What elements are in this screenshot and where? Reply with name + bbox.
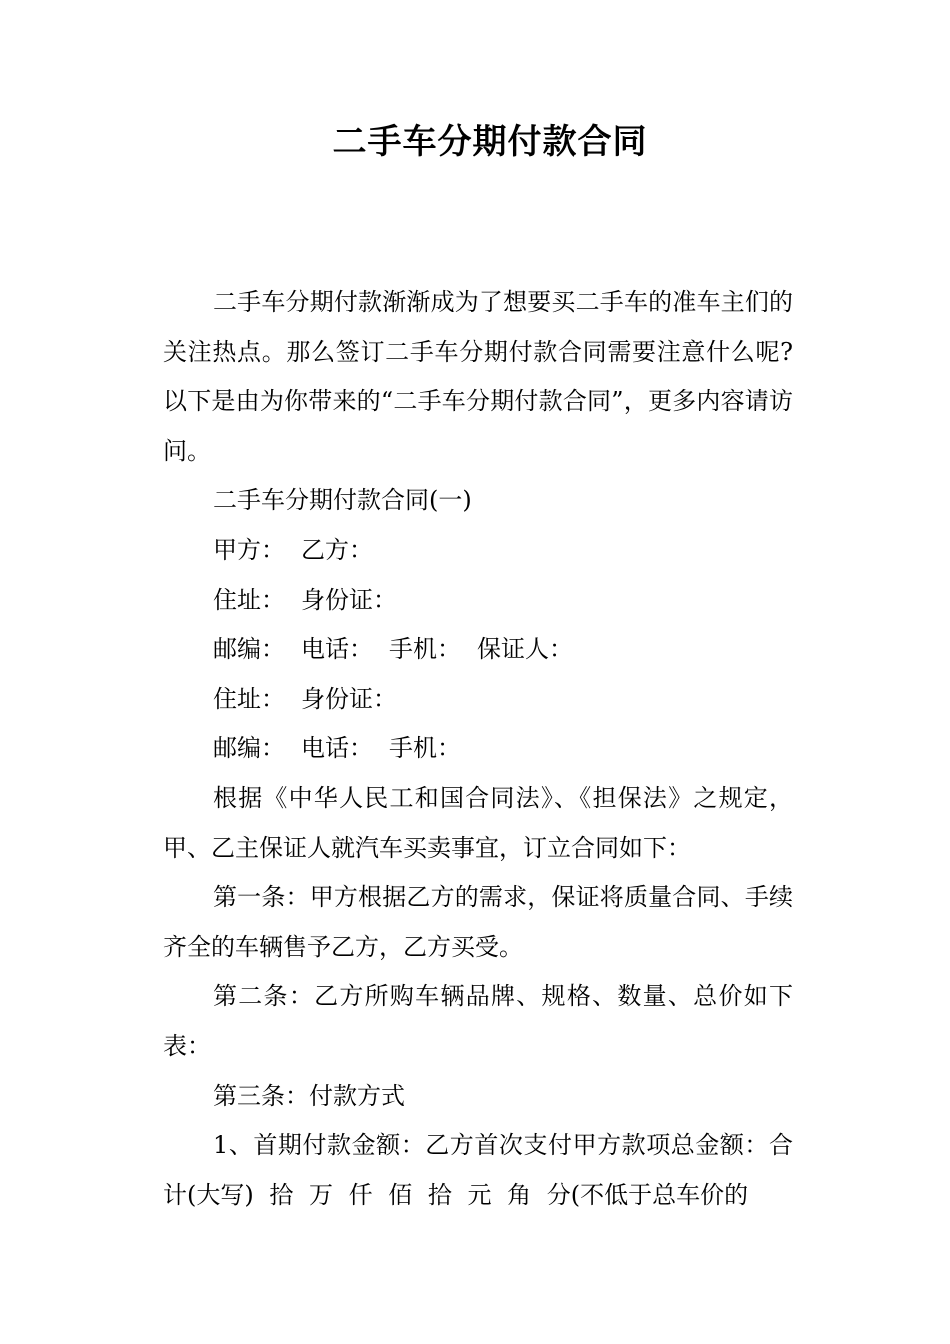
payment-item-1: 1、首期付款金额：乙方首次支付甲方款项总金额：合计(大写) 拾 万 仟 佰 拾 元 角 分(不低于总车价的 — [163, 1131, 793, 1209]
party-row-2 — [163, 576, 793, 626]
address-label: 住址： — [213, 585, 285, 614]
mobile-label: 手机： — [389, 635, 461, 664]
party-row-5 — [163, 724, 793, 774]
guarantor-postcode-label: 邮编： — [213, 734, 285, 763]
guarantor-label: 保证人： — [477, 635, 573, 664]
preamble-paragraph: 根据《中华人民工和国合同法》、《担保法》之规定，甲、乙主保证人就汽车买卖事宜，订立合同如下： — [163, 783, 793, 862]
id-card-label: 身份证： — [301, 585, 397, 614]
party-b-label: 乙方： — [301, 535, 373, 564]
party-row-1 — [163, 526, 793, 576]
document-title: 二手车分期付款合同 — [332, 122, 648, 162]
postcode-label: 邮编： — [213, 635, 285, 664]
contract-heading: 二手车分期付款合同(一) — [213, 486, 472, 515]
party-row-3 — [163, 625, 793, 675]
intro-paragraph: 二手车分期付款渐渐成为了想要买二手车的准车主们的关注热点。那么签订二手车分期付款合同需要注意什么呢?以下是由为你带来的“二手车分期付款合同”，更多内容请访问。 — [163, 288, 793, 465]
guarantor-phone-label: 电话： — [301, 734, 373, 763]
article-3: 第三条：付款方式 — [213, 1081, 405, 1110]
guarantor-id-card-label: 身份证： — [301, 684, 397, 713]
article-1: 第一条：甲方根据乙方的需求，保证将质量合同、手续齐全的车辆售予乙方，乙方买受。 — [163, 883, 793, 961]
guarantor-mobile-label: 手机： — [389, 734, 461, 763]
party-a-label: 甲方： — [213, 535, 285, 564]
phone-label: 电话： — [301, 635, 373, 664]
party-row-4 — [163, 675, 793, 725]
article-2: 第二条：乙方所购车辆品牌、规格、数量、总价如下表： — [163, 982, 793, 1060]
guarantor-address-label: 住址： — [213, 684, 285, 713]
document-body — [163, 278, 793, 1220]
